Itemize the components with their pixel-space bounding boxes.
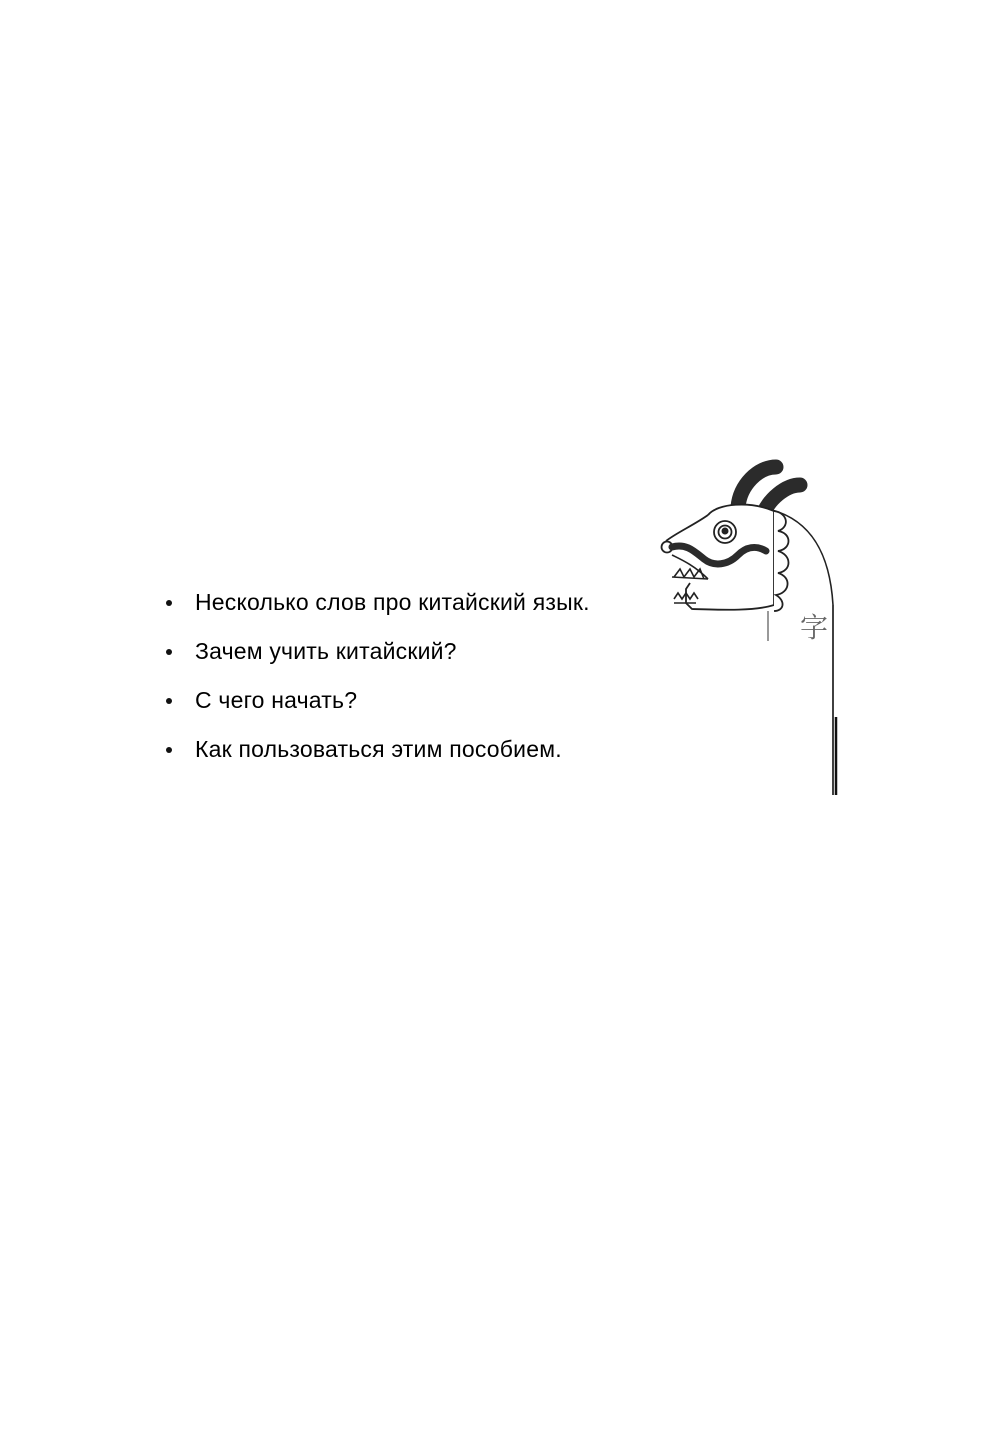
dragon-head-icon (650, 455, 850, 800)
topic-item (164, 578, 590, 627)
topic-list (164, 578, 590, 774)
topic-text: Несколько слов про китайский язык. (195, 589, 590, 615)
topic-item (164, 725, 590, 774)
bullet-icon (166, 698, 172, 704)
topic-item (164, 627, 590, 676)
topic-text: Зачем учить китайский? (195, 638, 457, 664)
bullet-icon (166, 747, 172, 753)
bullet-icon (166, 600, 172, 606)
topic-text: Как пользоваться этим пособием. (195, 736, 562, 762)
hanzi-character: 字 (800, 611, 829, 644)
bullet-icon (166, 649, 172, 655)
topic-item (164, 676, 590, 725)
topic-text: С чего начать? (195, 687, 358, 713)
